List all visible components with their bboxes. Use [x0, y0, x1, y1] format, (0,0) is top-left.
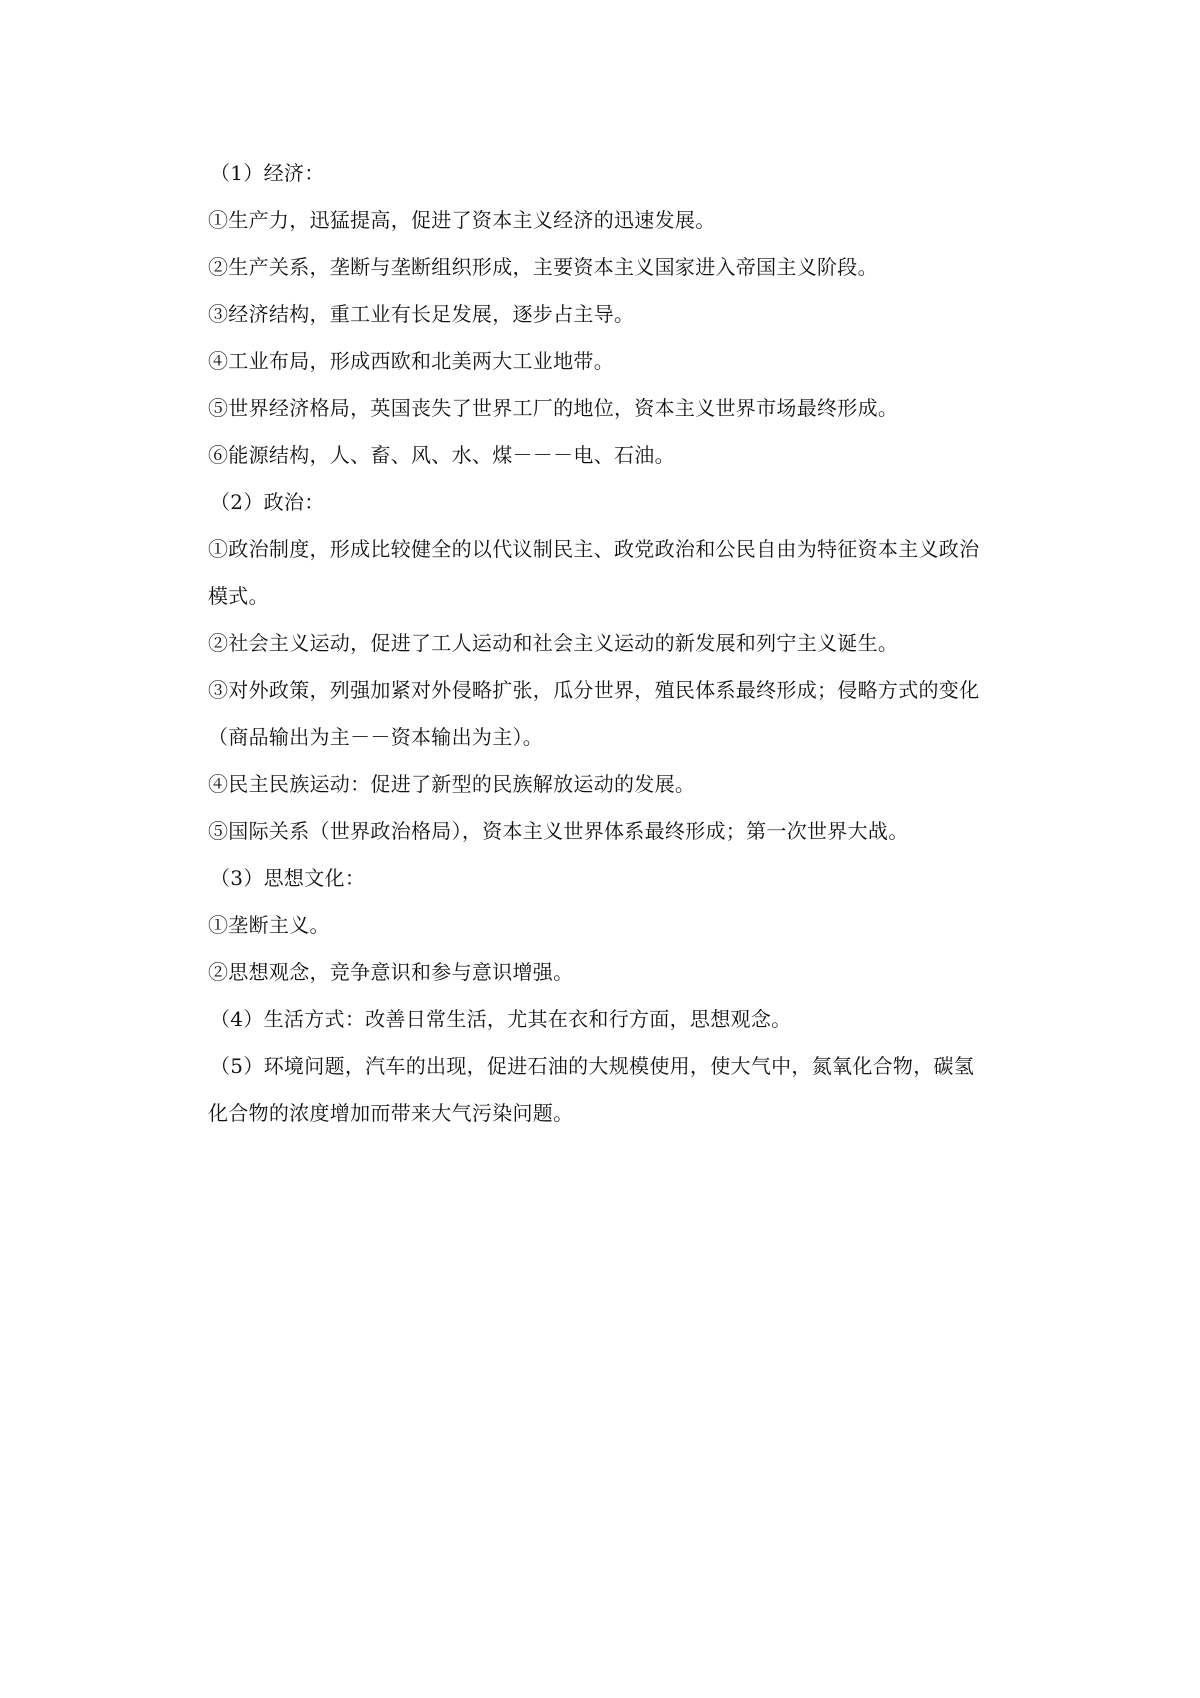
section-lifestyle: （4）生活方式：改善日常生活，尤其在衣和行方面，思想观念。 — [210, 1007, 792, 1031]
economy-item-energy-structure: ⑥能源结构，人、畜、风、水、煤－－－电、石油。 — [208, 443, 675, 467]
section-environment-cont: 化合物的浓度增加而带来大气污染问题。 — [208, 1101, 574, 1125]
culture-item-ideas: ②思想观念，竞争意识和参与意识增强。 — [208, 960, 574, 984]
politics-item-international-relations: ⑤国际关系（世界政治格局），资本主义世界体系最终形成；第一次世界大战。 — [208, 819, 909, 843]
section-heading-economy: （1）经济： — [210, 161, 325, 185]
economy-item-industrial-layout: ④工业布局，形成西欧和北美两大工业地带。 — [208, 349, 614, 373]
politics-item-foreign-policy-cont: （商品输出为主－－资本输出为主）。 — [208, 725, 544, 749]
politics-item-national-movement: ④民主民族运动：促进了新型的民族解放运动的发展。 — [208, 772, 696, 796]
economy-item-world-economy: ⑤世界经济格局，英国丧失了世界工厂的地位，资本主义世界市场最终形成。 — [208, 396, 899, 420]
economy-item-production-relations: ②生产关系，垄断与垄断组织形成，主要资本主义国家进入帝国主义阶段。 — [208, 255, 878, 279]
culture-item-monopoly: ①垄断主义。 — [208, 913, 330, 937]
politics-item-political-system: ①政治制度，形成比较健全的以代议制民主、政党政治和公民自由为特征资本主义政治 — [208, 537, 980, 561]
section-heading-politics: （2）政治： — [210, 490, 325, 514]
economy-item-productivity: ①生产力，迅猛提高，促进了资本主义经济的迅速发展。 — [208, 208, 716, 232]
section-heading-culture: （3）思想文化： — [210, 866, 366, 890]
document-body — [208, 150, 1024, 1137]
economy-item-economic-structure: ③经济结构，重工业有长足发展，逐步占主导。 — [208, 302, 635, 326]
politics-item-foreign-policy: ③对外政策，列强加紧对外侵略扩张，瓜分世界，殖民体系最终形成；侵略方式的变化 — [208, 678, 980, 702]
politics-item-socialist-movement: ②社会主义运动，促进了工人运动和社会主义运动的新发展和列宁主义诞生。 — [208, 631, 899, 655]
politics-item-political-system-cont: 模式。 — [208, 584, 269, 608]
section-environment: （5）环境问题，汽车的出现，促进石油的大规模使用，使大气中，氮氧化合物，碳氢 — [210, 1054, 975, 1078]
